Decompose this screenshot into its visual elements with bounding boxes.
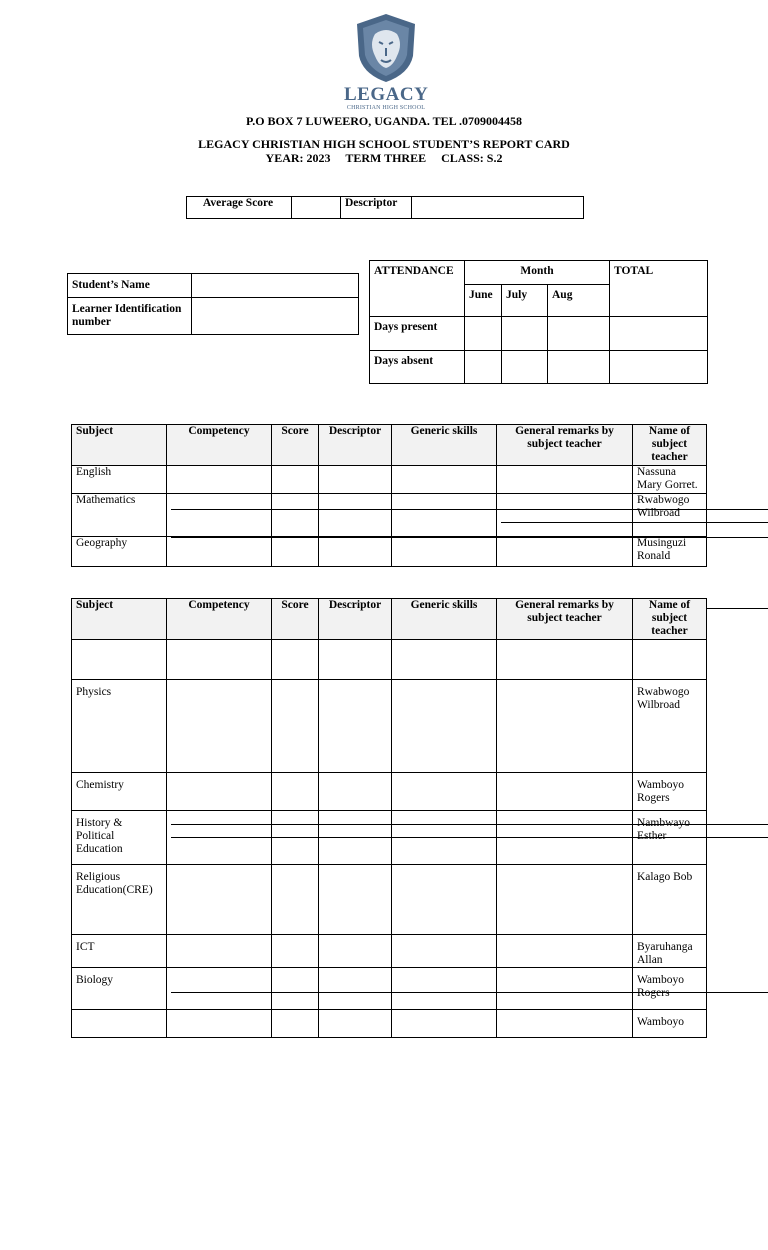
attendance-cell	[502, 317, 548, 351]
subject-name: Chemistry	[72, 773, 167, 811]
average-score-label: Average Score	[187, 197, 292, 219]
year-term-class: YEAR: 2023 TERM THREE CLASS: S.2	[265, 151, 503, 165]
score-cell	[272, 680, 319, 773]
score-cell	[272, 537, 319, 567]
teacher-name: Wamboyo Rogers	[633, 773, 707, 811]
table-row	[72, 494, 707, 537]
score-cell	[272, 640, 319, 680]
col-competency: Competency	[167, 599, 272, 640]
remarks-cell	[497, 494, 633, 537]
col-descriptor: Descriptor	[319, 599, 392, 640]
student-name-value	[192, 274, 359, 298]
lin-label: Learner Identification number	[68, 298, 192, 335]
generic-skills-cell	[392, 680, 497, 773]
logo-name: LEGACY	[344, 84, 429, 105]
col-generic-skills: Generic skills	[392, 425, 497, 466]
report-title: LEGACY CHRISTIAN HIGH SCHOOL STUDENT’S REPORT CARD	[198, 137, 570, 151]
teacher-name: Kalago Bob	[633, 865, 707, 935]
student-info-table	[67, 273, 359, 335]
table-row	[72, 640, 707, 680]
generic-skills-cell	[392, 466, 497, 494]
attendance-cell	[610, 317, 708, 351]
col-remarks: General remarks by subject teacher	[497, 425, 633, 466]
descriptor-cell	[319, 537, 392, 567]
col-subject: Subject	[72, 425, 167, 466]
col-teacher: Name of subject teacher	[633, 599, 707, 640]
competency-cell	[167, 640, 272, 680]
remarks-cell	[497, 537, 633, 567]
score-cell	[272, 494, 319, 537]
subject-name	[72, 640, 167, 680]
attendance-cell	[610, 351, 708, 384]
col-competency: Competency	[167, 425, 272, 466]
table-row	[72, 773, 707, 811]
attendance-title: ATTENDANCE	[370, 261, 465, 317]
month-header: Month	[465, 261, 610, 285]
descriptor-cell	[319, 811, 392, 865]
attendance-table	[369, 260, 708, 384]
competency-cell	[167, 494, 272, 537]
subjects-table-1	[71, 424, 707, 567]
score-cell	[272, 466, 319, 494]
remarks-cell	[497, 773, 633, 811]
teacher-name: Nassuna Mary Gorret.	[633, 466, 707, 494]
competency-cell	[167, 537, 272, 567]
descriptor-cell	[319, 640, 392, 680]
lion-shield-icon	[353, 12, 419, 84]
attendance-cell	[465, 351, 502, 384]
total-header: TOTAL	[610, 261, 708, 317]
descriptor-cell	[319, 466, 392, 494]
subject-name: ICT	[72, 935, 167, 968]
attendance-cell	[548, 317, 610, 351]
month-july: July	[502, 285, 548, 317]
descriptor-cell	[319, 680, 392, 773]
teacher-name	[633, 640, 707, 680]
attendance-cell	[502, 351, 548, 384]
col-remarks: General remarks by subject teacher	[497, 599, 633, 640]
col-subject: Subject	[72, 599, 167, 640]
average-score-value	[292, 197, 341, 219]
subject-name: Religious Education(CRE)	[72, 865, 167, 935]
subject-name: History & Political Education	[72, 811, 167, 865]
competency-cell	[167, 680, 272, 773]
teacher-name: Rwabwogo Wilbroad	[633, 494, 707, 537]
teacher-name: Rwabwogo Wilbroad	[633, 680, 707, 773]
descriptor-cell	[319, 773, 392, 811]
score-cell	[272, 811, 319, 865]
month-june: June	[465, 285, 502, 317]
average-score-table	[186, 196, 584, 219]
table-row	[72, 811, 707, 865]
table-row	[72, 466, 707, 494]
days-absent-label: Days absent	[370, 351, 465, 384]
score-cell	[272, 773, 319, 811]
attendance-cell	[548, 351, 610, 384]
descriptor-value	[412, 197, 584, 219]
teacher-name: Musinguzi Ronald	[633, 537, 707, 567]
subject-name: Mathematics	[72, 494, 167, 537]
student-name-label: Student’s Name	[68, 274, 192, 298]
competency-cell	[167, 466, 272, 494]
school-logo	[344, 12, 428, 112]
descriptor-cell	[319, 494, 392, 537]
subject-name: Geography	[72, 537, 167, 567]
subject-name: Biology	[72, 968, 167, 1010]
subject-name: English	[72, 466, 167, 494]
teacher-name: Wamboyo	[633, 1010, 707, 1038]
competency-cell	[167, 811, 272, 865]
remarks-cell	[497, 811, 633, 865]
subjects-table-2	[71, 598, 707, 1038]
month-aug: Aug	[548, 285, 610, 317]
competency-cell	[167, 773, 272, 811]
col-teacher: Name of subject teacher	[633, 425, 707, 466]
col-generic-skills: Generic skills	[392, 599, 497, 640]
col-score: Score	[272, 599, 319, 640]
lin-value	[192, 298, 359, 335]
table-row	[72, 680, 707, 773]
table-row	[72, 537, 707, 567]
logo-subtitle: CHRISTIAN HIGH SCHOOL	[346, 105, 426, 111]
generic-skills-cell	[392, 537, 497, 567]
school-address: P.O BOX 7 LUWEERO, UGANDA. TEL .0709004458	[245, 114, 523, 128]
remarks-cell	[497, 680, 633, 773]
days-present-label: Days present	[370, 317, 465, 351]
descriptor-label: Descriptor	[341, 197, 412, 219]
teacher-name: Byaruhanga Allan	[633, 935, 707, 968]
col-descriptor: Descriptor	[319, 425, 392, 466]
subject-name: Physics	[72, 680, 167, 773]
remarks-cell	[497, 640, 633, 680]
col-score: Score	[272, 425, 319, 466]
teacher-name: Nambwayo Esther	[633, 811, 707, 865]
generic-skills-cell	[392, 640, 497, 680]
teacher-name: Wamboyo Rogers	[633, 968, 707, 1010]
attendance-cell	[465, 317, 502, 351]
